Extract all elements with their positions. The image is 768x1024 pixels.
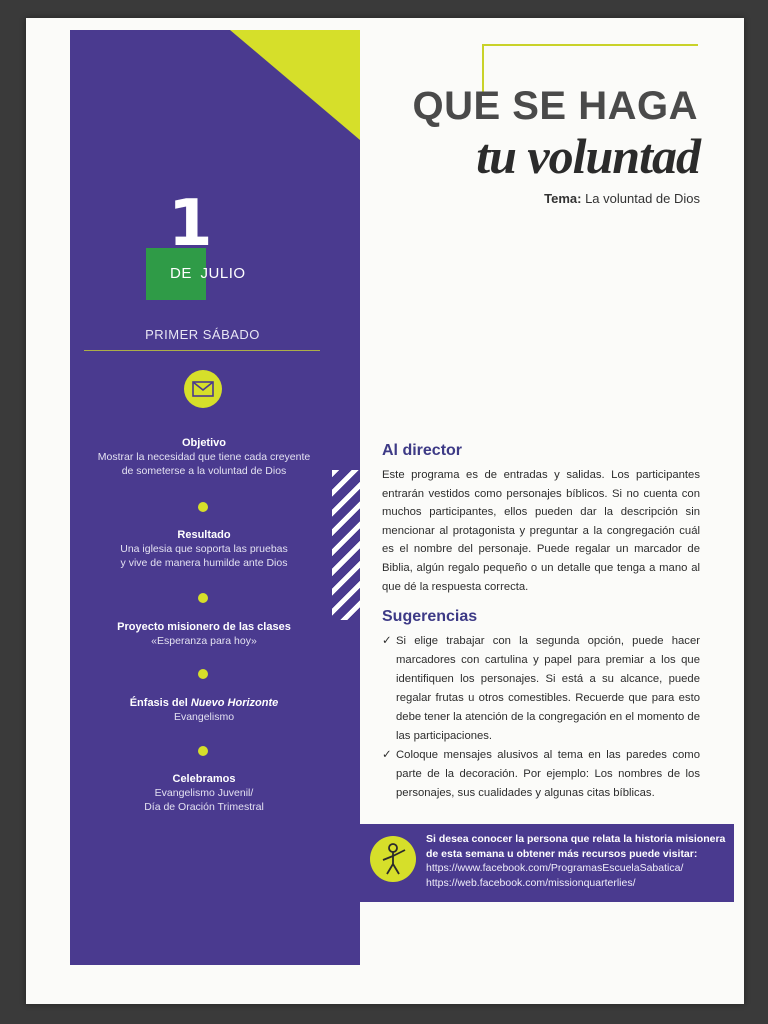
section-heading: Objetivo: [181, 437, 226, 449]
info-sidebar: [70, 30, 360, 965]
facebook-link-1[interactable]: https://www.facebook.com/ProgramasEscuelaSabatica/: [426, 862, 684, 874]
list-item-text: Si elige trabajar con la segunda opción, puede hacer marcadores con cartulina y papel para premiar a los que identifiquen los personajes. Si está a su alcance, puede regalar frutas u otros comestibles. Recuerde que para esto debe tener la atención de la congregación en el momento de las participaciones.: [396, 635, 700, 742]
section-text: Evangelismo: [173, 711, 235, 723]
title-line-1: QUE SE HAGA: [412, 84, 698, 128]
section-heading: Proyecto misionero de las clases: [117, 621, 291, 633]
divider: [84, 350, 320, 351]
tema-label: Tema:: [544, 191, 582, 206]
promo-intro: Si desea conocer la persona que relata la historia misionera de esta semana u obtener más recursos puede visitar:: [426, 833, 726, 860]
section-text: y vive de manera humilde ante Dios: [120, 557, 288, 569]
heading-prefix: Énfasis del: [129, 697, 191, 709]
list-item: [382, 746, 700, 803]
month-name: JULIO: [200, 265, 246, 282]
al-director-heading: Al director: [382, 442, 463, 459]
bullet-dot: [198, 746, 208, 756]
al-director-body: Este programa es de entradas y salidas. Los participantes entrarán vestidos como personajes bíblicos. Si no cuenta con muchos participantes, ellos pueden dar la descripción sin mencionar al protagonista y preguntar a la congregación cuál es el nombre del personaje. Puede regalar un marcador de Biblia, algún regalo pequeño o un detalle que tenga a mano al que dé la respuesta correcta.: [382, 469, 700, 593]
bullet-dot: [198, 593, 208, 603]
facebook-link-2[interactable]: https://web.facebook.com/missionquarterlies/: [426, 876, 636, 889]
section-text: Día de Oración Trimestral: [144, 801, 264, 813]
celebramos-section: [70, 772, 338, 814]
bullet-dot: [198, 669, 208, 679]
sugerencias-list: [382, 632, 700, 803]
promo-box: [356, 824, 734, 902]
section-text: de someterse a la voluntad de Dios: [121, 465, 287, 477]
section-heading: [70, 696, 338, 710]
list-item-text: Coloque mensajes alusivos al tema en las paredes como parte de la decoración. Por ejemplo: Los nombres de los personajes, sus cualidades y algunas citas bíblicas.: [396, 749, 700, 799]
objetivo-section: [70, 436, 338, 478]
day-prefix: DE: [170, 265, 192, 282]
decorative-stripes: [332, 470, 360, 620]
section-heading: Celebramos: [172, 773, 236, 785]
corner-accent: [230, 30, 360, 140]
day-number: 1: [168, 187, 213, 261]
proyecto-section: [70, 620, 338, 648]
enfasis-section: [70, 696, 338, 724]
check-icon: ✓: [382, 635, 392, 647]
section-text: Una iglesia que soporta las pruebas: [120, 543, 288, 555]
weekday-label: PRIMER SÁBADO: [145, 327, 260, 342]
list-item: [382, 632, 700, 746]
title-frame: [482, 44, 698, 46]
tema-value: La voluntad de Dios: [585, 191, 700, 206]
envelope-icon: [184, 370, 222, 408]
heading-italic: Nuevo Horizonte: [190, 697, 279, 709]
section-text: «Esperanza para hoy»: [151, 635, 257, 647]
promo-text: [426, 832, 726, 890]
document-page: [26, 18, 744, 1004]
sugerencias-heading: Sugerencias: [382, 608, 478, 625]
check-icon: ✓: [382, 749, 392, 761]
section-heading: Resultado: [177, 529, 231, 541]
telescope-person-icon: [370, 836, 416, 882]
bullet-dot: [198, 502, 208, 512]
resultado-section: [70, 528, 338, 570]
title-line-2: tu voluntad: [476, 128, 700, 184]
section-text: Evangelismo Juvenil/: [154, 787, 254, 799]
section-text: Mostrar la necesidad que tiene cada creyente: [97, 451, 311, 463]
tema: [544, 191, 700, 206]
date-month: [170, 265, 246, 282]
